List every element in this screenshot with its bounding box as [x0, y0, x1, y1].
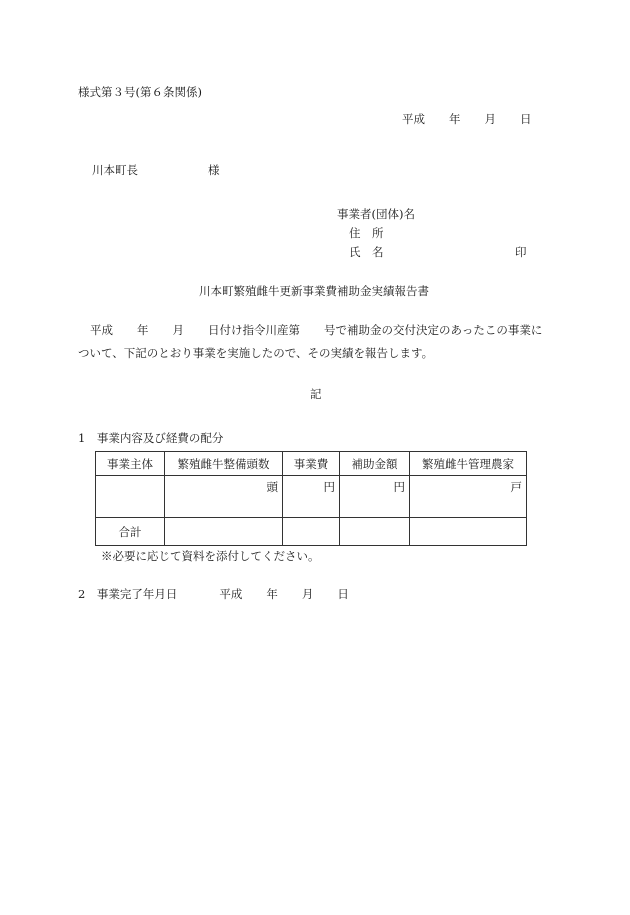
table-cell [96, 476, 165, 518]
section2-era: 平成 [219, 587, 243, 601]
body-date-text: 日付け指令川産第 [208, 323, 300, 337]
total-label-cell: 合計 [96, 518, 165, 546]
table-cell [410, 518, 527, 546]
section2-day: 日 [337, 587, 349, 601]
section1-heading: 1 事業内容及び経費の配分 [78, 431, 224, 445]
ki-mark: 記 [310, 387, 322, 401]
header-cell: 事業主体 [96, 452, 165, 476]
section2-line [78, 586, 349, 602]
attachment-note: ※必要に応じて資料を添付してください。 [101, 549, 320, 563]
table-row [96, 476, 527, 518]
addressee-honorific: 様 [208, 163, 220, 177]
addressee-name: 川本町長 [92, 163, 138, 177]
date-year: 年 [449, 112, 461, 126]
table-cell [283, 518, 340, 546]
header-cell: 事業費 [283, 452, 340, 476]
section2-heading: 2 事業完了年月日 [78, 587, 178, 601]
header-cell: 繁殖雌牛整備頭数 [165, 452, 283, 476]
table-total-row [96, 518, 527, 546]
addressee [92, 162, 220, 178]
applicant-address-label: 住 所 [349, 226, 384, 240]
applicant-name-label: 氏 名 [349, 245, 384, 259]
date-month: 月 [484, 112, 496, 126]
header-cell: 補助金額 [340, 452, 410, 476]
body-era: 平成 [90, 323, 113, 337]
unit-cell-subsidy: 円 [340, 476, 410, 518]
table-header-row [96, 452, 527, 476]
table-cell [165, 518, 283, 546]
unit-cell-project-cost: 円 [283, 476, 340, 518]
date-day: 日 [520, 112, 532, 126]
body-line-2: ついて、下記のとおり事業を実施したので、その実績を報告します。 [78, 346, 434, 360]
body-month: 月 [172, 323, 184, 337]
section2-month: 月 [301, 587, 314, 601]
date-era: 平成 [402, 112, 425, 126]
unit-cell-head-count: 頭 [165, 476, 283, 518]
applicant-org-label: 事業者(団体)名 [337, 207, 415, 221]
date-line [402, 111, 532, 127]
unit-cell-farms: 戸 [410, 476, 527, 518]
document-title: 川本町繁殖雌牛更新事業費補助金実績報告書 [199, 284, 429, 298]
form-label: 様式第３号(第６条関係) [78, 85, 202, 99]
section2-year: 年 [266, 587, 278, 601]
body-year: 年 [137, 323, 149, 337]
body-line-1 [90, 322, 542, 338]
allocation-table [95, 451, 527, 546]
header-cell: 繁殖雌牛管理農家 [410, 452, 527, 476]
table-cell [340, 518, 410, 546]
body-number-text: 号で補助金の交付決定のあったこの事業に [324, 323, 543, 337]
seal-mark: 印 [515, 245, 527, 259]
